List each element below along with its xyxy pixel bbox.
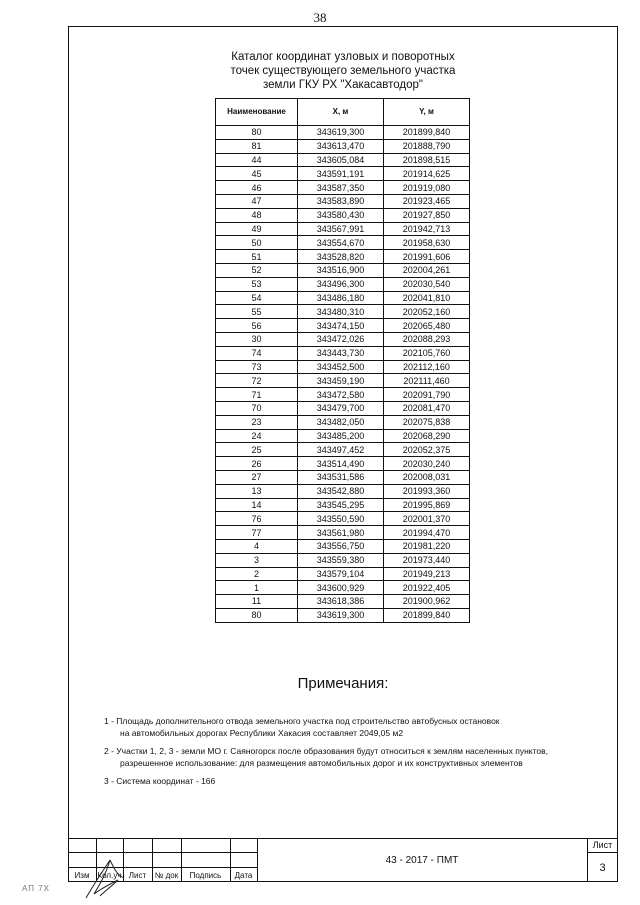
table-row xyxy=(216,360,470,374)
note-line: на автомобильных дорогах Республики Хакасия составляет 2049,05 м2 xyxy=(120,728,404,738)
x-coordinate-cell: 343486,180 xyxy=(298,291,384,305)
x-coordinate-cell: 343531,586 xyxy=(298,470,384,484)
y-coordinate-cell: 201919,080 xyxy=(384,181,470,195)
y-coordinate-cell: 201991,606 xyxy=(384,250,470,264)
point-name-cell: 25 xyxy=(216,443,298,457)
y-coordinate-cell: 201914,625 xyxy=(384,167,470,181)
point-name-cell: 53 xyxy=(216,277,298,291)
table-row xyxy=(216,526,470,540)
x-coordinate-cell: 343579,104 xyxy=(298,567,384,581)
point-name-cell: 23 xyxy=(216,415,298,429)
point-name-cell: 81 xyxy=(216,139,298,153)
y-coordinate-cell: 201973,440 xyxy=(384,553,470,567)
point-name-cell: 44 xyxy=(216,153,298,167)
x-coordinate-cell: 343482,050 xyxy=(298,415,384,429)
point-name-cell: 71 xyxy=(216,388,298,402)
note-item xyxy=(104,715,609,739)
y-coordinate-cell: 201981,220 xyxy=(384,539,470,553)
x-coordinate-cell: 343514,490 xyxy=(298,457,384,471)
y-coordinate-cell: 202030,540 xyxy=(384,277,470,291)
y-coordinate-cell: 202001,370 xyxy=(384,512,470,526)
note-line: разрешенное использование: для размещения автомобильных дорог и их конструктивных элементов xyxy=(120,758,523,768)
point-name-cell: 80 xyxy=(216,608,298,622)
point-name-cell: 80 xyxy=(216,126,298,140)
table-row xyxy=(216,553,470,567)
y-coordinate-cell: 202088,293 xyxy=(384,332,470,346)
x-coordinate-cell: 343618,386 xyxy=(298,595,384,609)
stamp-divider xyxy=(587,852,618,853)
point-name-cell: 11 xyxy=(216,595,298,609)
point-name-cell: 48 xyxy=(216,208,298,222)
page-number: 38 xyxy=(313,10,327,25)
y-coordinate-cell: 201949,213 xyxy=(384,567,470,581)
y-coordinate-cell: 201922,405 xyxy=(384,581,470,595)
x-coordinate-cell: 343613,470 xyxy=(298,139,384,153)
point-name-cell: 56 xyxy=(216,319,298,333)
table-row xyxy=(216,346,470,360)
point-name-cell: 2 xyxy=(216,567,298,581)
table-row xyxy=(216,498,470,512)
y-coordinate-cell: 202041,810 xyxy=(384,291,470,305)
y-coordinate-cell: 202030,240 xyxy=(384,457,470,471)
table-row xyxy=(216,484,470,498)
y-coordinate-cell: 202091,790 xyxy=(384,388,470,402)
point-name-cell: 13 xyxy=(216,484,298,498)
column-header-x: X, м xyxy=(298,99,384,126)
y-coordinate-cell: 202004,261 xyxy=(384,263,470,277)
table-row xyxy=(216,470,470,484)
point-name-cell: 3 xyxy=(216,553,298,567)
stamp-col-doc: № док xyxy=(154,871,179,880)
y-coordinate-cell: 202052,160 xyxy=(384,305,470,319)
y-coordinate-cell: 201900,962 xyxy=(384,595,470,609)
x-coordinate-cell: 343479,700 xyxy=(298,401,384,415)
sheet-label: Лист xyxy=(592,840,613,850)
table-row xyxy=(216,181,470,195)
x-coordinate-cell: 343567,991 xyxy=(298,222,384,236)
point-name-cell: 4 xyxy=(216,539,298,553)
table-row xyxy=(216,512,470,526)
table-row xyxy=(216,581,470,595)
table-row xyxy=(216,567,470,581)
handwritten-signature xyxy=(80,854,140,902)
point-name-cell: 30 xyxy=(216,332,298,346)
x-coordinate-cell: 343474,150 xyxy=(298,319,384,333)
catalog-title-line: точек существующего земельного участка xyxy=(230,65,456,77)
table-header-row xyxy=(216,99,470,126)
point-name-cell: 50 xyxy=(216,236,298,250)
y-coordinate-cell: 201923,465 xyxy=(384,194,470,208)
document-code: 43 - 2017 - ПМТ xyxy=(385,855,459,866)
catalog-title xyxy=(68,50,618,92)
stamp-col-date: Дата xyxy=(234,871,253,880)
point-name-cell: 47 xyxy=(216,194,298,208)
x-coordinate-cell: 343583,890 xyxy=(298,194,384,208)
x-coordinate-cell: 343600,929 xyxy=(298,581,384,595)
point-name-cell: 51 xyxy=(216,250,298,264)
column-header-name: Наименование xyxy=(216,99,298,126)
x-coordinate-cell: 343459,190 xyxy=(298,374,384,388)
table-row xyxy=(216,608,470,622)
table-row xyxy=(216,167,470,181)
catalog-title-line: Каталог координат узловых и поворотных xyxy=(231,51,455,63)
table-row xyxy=(216,236,470,250)
point-name-cell: 52 xyxy=(216,263,298,277)
point-name-cell: 72 xyxy=(216,374,298,388)
x-coordinate-cell: 343452,500 xyxy=(298,360,384,374)
stamp-col-signature: Подпись xyxy=(189,871,222,880)
point-name-cell: 55 xyxy=(216,305,298,319)
x-coordinate-cell: 343556,750 xyxy=(298,539,384,553)
y-coordinate-cell: 202065,480 xyxy=(384,319,470,333)
stamp-col-list: Лист xyxy=(128,871,147,880)
table-row xyxy=(216,153,470,167)
table-row xyxy=(216,388,470,402)
y-coordinate-cell: 202052,375 xyxy=(384,443,470,457)
y-coordinate-cell: 202075,838 xyxy=(384,415,470,429)
y-coordinate-cell: 202112,160 xyxy=(384,360,470,374)
notes-title: Примечания: xyxy=(297,675,389,692)
note-line: 1 - Площадь дополнительного отвода земельного участка под строительство автобусных остановок xyxy=(104,716,500,726)
point-name-cell: 49 xyxy=(216,222,298,236)
y-coordinate-cell: 202105,760 xyxy=(384,346,470,360)
y-coordinate-cell: 201958,630 xyxy=(384,236,470,250)
table-row xyxy=(216,126,470,140)
point-name-cell: 27 xyxy=(216,470,298,484)
y-coordinate-cell: 201942,713 xyxy=(384,222,470,236)
table-row xyxy=(216,305,470,319)
table-row xyxy=(216,374,470,388)
table-row xyxy=(216,443,470,457)
stamp-divider xyxy=(68,838,618,839)
x-coordinate-cell: 343550,590 xyxy=(298,512,384,526)
notes-list xyxy=(104,715,609,793)
x-coordinate-cell: 343485,200 xyxy=(298,429,384,443)
point-name-cell: 26 xyxy=(216,457,298,471)
x-coordinate-cell: 343497,452 xyxy=(298,443,384,457)
y-coordinate-cell: 201995,869 xyxy=(384,498,470,512)
y-coordinate-cell: 202081,470 xyxy=(384,401,470,415)
x-coordinate-cell: 343472,026 xyxy=(298,332,384,346)
point-name-cell: 45 xyxy=(216,167,298,181)
x-coordinate-cell: 343542,880 xyxy=(298,484,384,498)
note-line: 3 - Система координат - 166 xyxy=(104,776,216,786)
note-item xyxy=(104,745,609,769)
sheet-number: 3 xyxy=(599,862,606,874)
point-name-cell: 46 xyxy=(216,181,298,195)
x-coordinate-cell: 343480,310 xyxy=(298,305,384,319)
note-line: 2 - Участки 1, 2, 3 - земли МО г. Саяногорск после образования будут относиться к землям населенных пунктов, xyxy=(104,746,549,756)
y-coordinate-cell: 201899,840 xyxy=(384,126,470,140)
x-coordinate-cell: 343496,300 xyxy=(298,277,384,291)
y-coordinate-cell: 202008,031 xyxy=(384,470,470,484)
x-coordinate-cell: 343605,084 xyxy=(298,153,384,167)
table-row xyxy=(216,457,470,471)
table-row xyxy=(216,250,470,264)
x-coordinate-cell: 343587,350 xyxy=(298,181,384,195)
y-coordinate-cell: 201994,470 xyxy=(384,526,470,540)
table-row xyxy=(216,415,470,429)
note-item xyxy=(104,775,609,787)
stamp-col-kol-uch: Кол.уч xyxy=(97,871,122,880)
point-name-cell: 74 xyxy=(216,346,298,360)
point-name-cell: 70 xyxy=(216,401,298,415)
x-coordinate-cell: 343591,191 xyxy=(298,167,384,181)
table-row xyxy=(216,208,470,222)
point-name-cell: 24 xyxy=(216,429,298,443)
point-name-cell: 76 xyxy=(216,512,298,526)
table-row xyxy=(216,263,470,277)
x-coordinate-cell: 343516,900 xyxy=(298,263,384,277)
table-row xyxy=(216,277,470,291)
coordinates-table xyxy=(215,98,470,623)
table-row xyxy=(216,291,470,305)
x-coordinate-cell: 343545,295 xyxy=(298,498,384,512)
x-coordinate-cell: 343554,670 xyxy=(298,236,384,250)
x-coordinate-cell: 343580,430 xyxy=(298,208,384,222)
y-coordinate-cell: 201927,850 xyxy=(384,208,470,222)
y-coordinate-cell: 201888,790 xyxy=(384,139,470,153)
table-row xyxy=(216,595,470,609)
y-coordinate-cell: 201898,515 xyxy=(384,153,470,167)
title-block xyxy=(68,838,618,882)
table-row xyxy=(216,139,470,153)
y-coordinate-cell: 202111,460 xyxy=(384,374,470,388)
column-header-y: Y, м xyxy=(384,99,470,126)
point-name-cell: 14 xyxy=(216,498,298,512)
point-name-cell: 73 xyxy=(216,360,298,374)
point-name-cell: 54 xyxy=(216,291,298,305)
y-coordinate-cell: 201993,360 xyxy=(384,484,470,498)
point-name-cell: 77 xyxy=(216,526,298,540)
margin-mark: АП 7Х xyxy=(22,884,51,893)
table-row xyxy=(216,194,470,208)
table-row xyxy=(216,222,470,236)
x-coordinate-cell: 343443,730 xyxy=(298,346,384,360)
point-name-cell: 1 xyxy=(216,581,298,595)
x-coordinate-cell: 343619,300 xyxy=(298,608,384,622)
table-row xyxy=(216,319,470,333)
table-row xyxy=(216,539,470,553)
y-coordinate-cell: 201899,840 xyxy=(384,608,470,622)
table-row xyxy=(216,332,470,346)
x-coordinate-cell: 343528,820 xyxy=(298,250,384,264)
y-coordinate-cell: 202068,290 xyxy=(384,429,470,443)
catalog-title-line: земли ГКУ РХ "Хакасавтодор" xyxy=(262,79,424,91)
table-body xyxy=(216,126,470,623)
x-coordinate-cell: 343619,300 xyxy=(298,126,384,140)
table-row xyxy=(216,429,470,443)
x-coordinate-cell: 343472,580 xyxy=(298,388,384,402)
stamp-col-izm: Изм xyxy=(74,871,90,880)
x-coordinate-cell: 343559,380 xyxy=(298,553,384,567)
x-coordinate-cell: 343561,980 xyxy=(298,526,384,540)
table-row xyxy=(216,401,470,415)
